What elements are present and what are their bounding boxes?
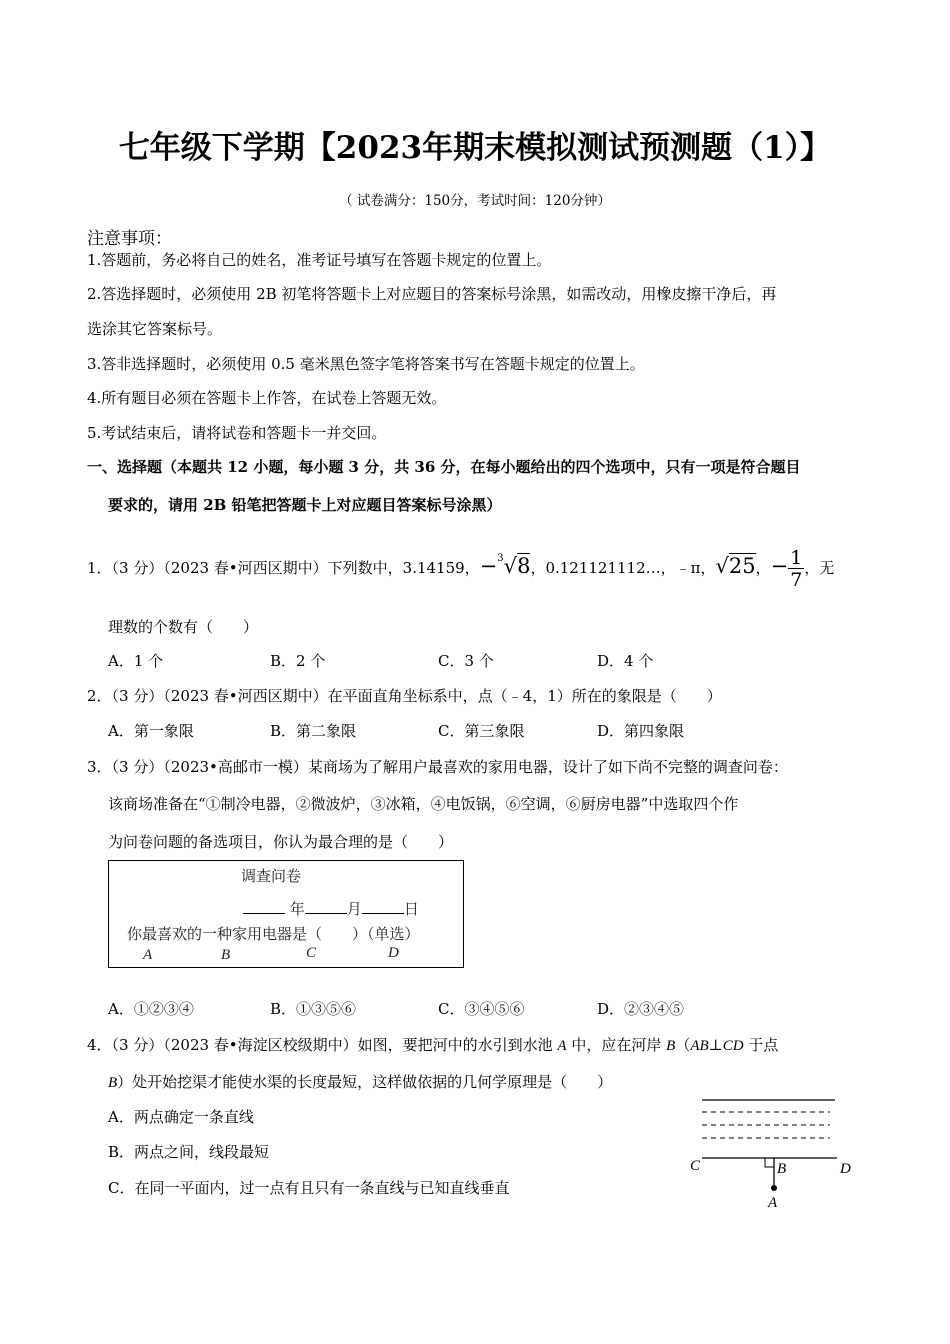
q1-mid: ，0.121121112…，﹣π，: [530, 559, 716, 577]
blank-line: [362, 899, 404, 914]
q4-var-b: B: [666, 1038, 676, 1054]
question-1: [87, 548, 834, 590]
note-item: 2.答选择题时，必须使用 2B 初笔将答题卡上对应题目的答案标号涂黑，如需改动，用橡皮擦干净后，再: [87, 285, 777, 303]
question-4: [87, 1034, 778, 1055]
q3-option-a[interactable]: A．①②③④: [108, 1000, 194, 1018]
q4-option-b[interactable]: B．两点之间，线段最短: [108, 1143, 270, 1161]
note-item: 5.考试结束后，请将试卷和答题卡一并交回。: [87, 424, 387, 442]
q3-line2: 该商场准备在“①制冷电器，②微波炉，③冰箱，④电饭锅，⑥空调，⑥厨房电器”中选取四个作: [108, 795, 739, 813]
question-2: 2．（3 分）（2023 春•河西区期中）在平面直角坐标系中，点（﹣4，1）所在的象限是（ ）: [87, 687, 722, 705]
q1-option-a[interactable]: A．1 个: [108, 652, 164, 670]
q1-cube-radicand: 8: [517, 554, 531, 578]
notes-heading: 注意事项：: [87, 229, 172, 249]
point-a: [771, 1185, 777, 1191]
q1-end: ，无: [804, 559, 835, 577]
q1-option-b[interactable]: B．2 个: [270, 652, 326, 670]
survey-title: 调查问卷: [241, 867, 302, 885]
q4-option-c[interactable]: C．在同一平面内，过一点有且只有一条直线与已知直线垂直: [108, 1179, 510, 1197]
q1-frac-den: 7: [790, 568, 803, 591]
q4-line2: [108, 1071, 612, 1092]
note-item: 3.答非选择题时，必须使用 0.5 毫米黑色签字笔将答案书写在答题卡规定的位置上。: [87, 355, 645, 373]
radical-sign-icon: √: [715, 554, 729, 578]
q1-comma: ，: [755, 559, 771, 577]
section-heading-cont: 要求的，请用 2B 铅笔把答题卡上对应题目答案标号涂黑）: [108, 496, 502, 514]
survey-year: 年: [289, 900, 305, 918]
note-item: 4.所有题目必须在答题卡上作答，在试卷上答题无效。: [87, 389, 447, 407]
label-a: A: [768, 1195, 778, 1211]
question-3: 3．（3 分）（2023•高邮市一模）某商场为了解用户最喜欢的家用电器，设计了如下尚不完整的调查问卷：: [87, 758, 788, 776]
note-item: 1.答题前，务必将自己的姓名，准考证号填写在答题卡规定的位置上。: [87, 251, 552, 269]
exam-info: （ 试卷满分：150分，考试时间：120分钟）: [339, 193, 611, 209]
survey-box: [108, 860, 464, 968]
survey-choice: B: [221, 947, 231, 963]
q4-text: ）处开始挖渠才能使水渠的长度最短，这样做依据的几何学原理是（ ）: [117, 1073, 613, 1091]
q2-option-c[interactable]: C．第三象限: [438, 722, 525, 740]
q1-sqrt-radicand: 25: [728, 554, 756, 578]
q4-text: 中，应在河岸: [566, 1036, 667, 1054]
q4-var-b: B: [108, 1075, 118, 1091]
q1-option-c[interactable]: C．3 个: [438, 652, 494, 670]
page-title: 七年级下学期【2023年期末模拟测试预测题（1）】: [118, 130, 832, 166]
q1-frac-num: 1: [790, 546, 803, 569]
survey-question: 你最喜欢的一种家用电器是（ ）（单选）: [127, 925, 420, 943]
radical-sign-icon: √: [503, 554, 518, 578]
survey-day: 日: [403, 900, 419, 918]
q3-option-d[interactable]: D．②③④⑤: [597, 1000, 685, 1018]
q2-option-a[interactable]: A．第一象限: [108, 722, 194, 740]
q4-var-cd: CD: [722, 1038, 744, 1054]
q4-text: 4．（3 分）（2023 春•海淀区校级期中）如图，要把河中的水引到水池: [87, 1036, 558, 1054]
q4-text: （: [675, 1036, 691, 1054]
right-angle-mark: [765, 1158, 774, 1167]
survey-choice: A: [143, 947, 153, 963]
label-b: B: [777, 1161, 787, 1177]
survey-choice: C: [306, 945, 317, 961]
blank-line: [305, 899, 347, 914]
q4-var-ab: AB: [690, 1038, 709, 1054]
q1-cube-index: 3: [497, 553, 504, 564]
q1-frac-sign: −: [770, 554, 789, 578]
label-c: C: [690, 1158, 701, 1174]
q1-line2: 理数的个数有（ ）: [108, 618, 259, 636]
q1-number: 1．: [87, 559, 112, 577]
q4-var-a: A: [557, 1038, 567, 1054]
q2-option-d[interactable]: D．第四象限: [597, 722, 685, 740]
note-item: 选涂其它答案标号。: [87, 320, 223, 338]
survey-month: 月: [346, 900, 362, 918]
q4-option-a[interactable]: A．两点确定一条直线: [108, 1108, 254, 1126]
q3-line3: 为问卷问题的备选项目，你认为最合理的是（ ）: [108, 833, 454, 851]
q1-prefix: （3 分）（2023 春•河西区期中）下列数中，3.14159，: [111, 559, 480, 577]
label-d: D: [840, 1161, 851, 1177]
q4-perp: ⊥: [708, 1036, 723, 1054]
q1-neg-sign: −: [479, 554, 498, 578]
survey-date: [243, 898, 419, 919]
q2-option-b[interactable]: B．第二象限: [270, 722, 357, 740]
q3-option-b[interactable]: B．①③⑤⑥: [270, 1000, 357, 1018]
q4-text: 于点: [743, 1036, 779, 1054]
river-figure: [685, 1092, 860, 1212]
survey-choice: D: [388, 945, 399, 961]
q1-fraction: [788, 546, 804, 591]
q3-option-c[interactable]: C．③④⑤⑥: [438, 1000, 525, 1018]
section-heading: 一、选择题（本题共 12 小题，每小题 3 分，共 36 分，在每小题给出的四个选项中，只有一项是符合题目: [87, 458, 801, 476]
blank-line: [243, 899, 285, 914]
q1-option-d[interactable]: D．4 个: [597, 652, 654, 670]
